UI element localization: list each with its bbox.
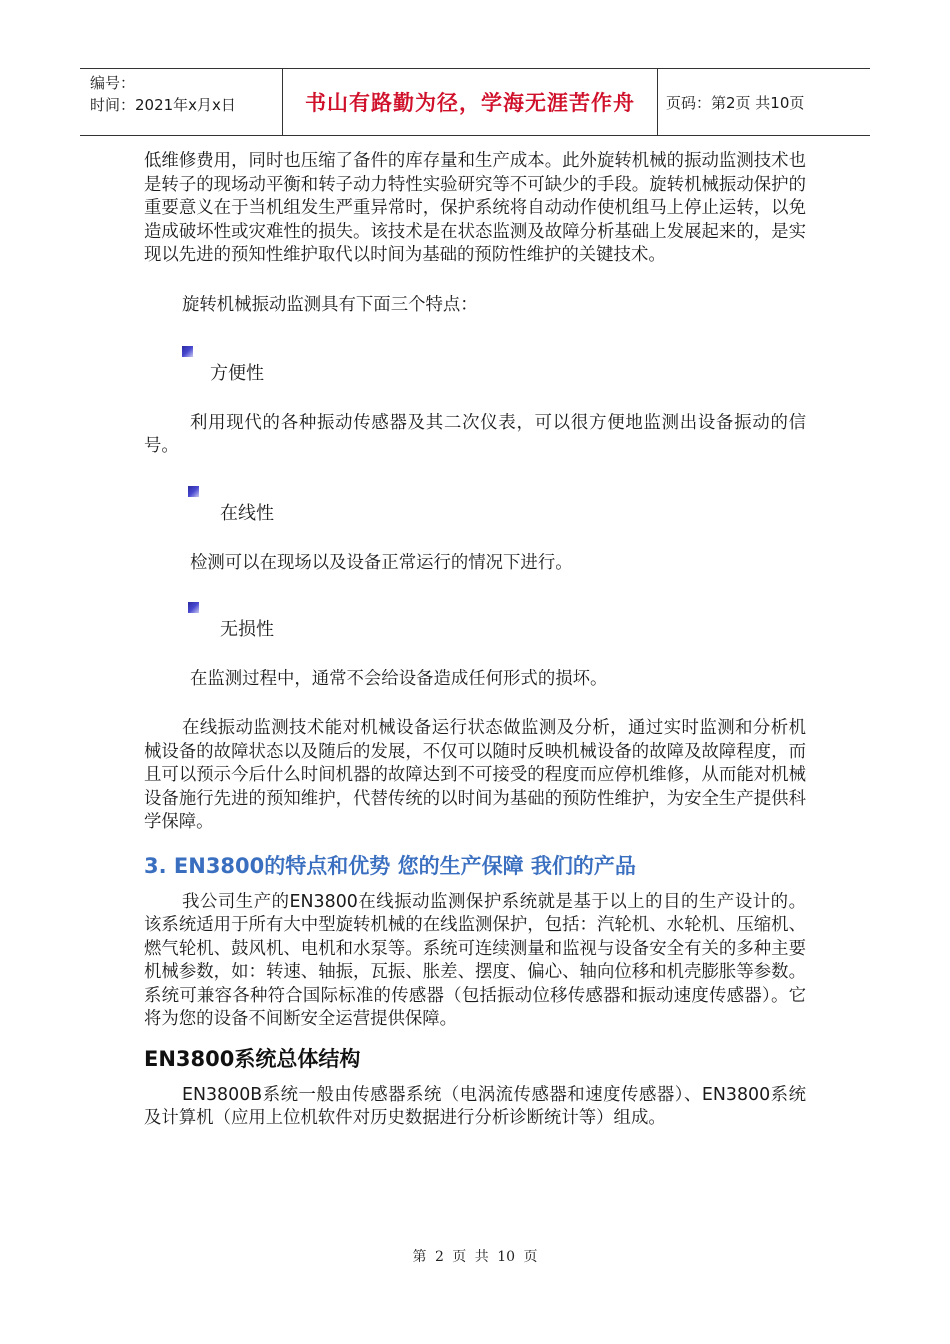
feature-title: 在线性 — [220, 502, 274, 524]
feature-title: 无损性 — [220, 619, 274, 641]
feature-item-nondestructive — [144, 598, 806, 646]
feature-item-online — [144, 482, 806, 530]
header-page-info: 页码：第2页 共10页 — [666, 93, 805, 112]
document-body — [144, 150, 806, 1131]
header-meta — [80, 69, 282, 135]
square-bullet-icon — [188, 602, 199, 613]
feature-desc: 检测可以在现场以及设备正常运行的情况下进行。 — [190, 552, 573, 573]
page-header — [80, 68, 870, 136]
feature-desc: 在监测过程中，通常不会给设备造成任何形式的损坏。 — [190, 669, 608, 690]
square-bullet-icon — [182, 346, 193, 357]
number-label: 编号： — [90, 74, 136, 92]
feature-title: 方便性 — [210, 362, 264, 384]
header-motto: 书山有路勤为径，学海无涯苦作舟 — [282, 69, 658, 135]
structure-paragraph: EN3800B系统一般由传感器系统（电涡流传感器和速度传感器）、EN3800系统及计算机（应用上位机软件对历史数据进行分析诊断统计等）组成。 — [144, 1084, 806, 1129]
section-heading: 3. EN3800的特点和优势 您的生产保障 我们的产品 — [144, 853, 636, 878]
structure-heading: EN3800系统总体结构 — [144, 1047, 361, 1072]
intro-paragraph: 低维修费用，同时也压缩了备件的库存量和生产成本。此外旋转机械的振动监测技术也是转子的现场动平衡和转子动力特性实验研究等不可缺少的手段。旋转机械振动保护的重要意义在于当机组发生严重异常时，保护系统将自动动作使机组马上停止运转，以免造成破坏性或灾难性的损失。该技术是在状态监测及故障分析基础上发展起来的，是实现以先进的预知性维护取代以时间为基础的预防性维护的关键技术。 — [144, 151, 806, 266]
time-label: 时间：2021年x月x日 — [90, 96, 236, 114]
square-bullet-icon — [188, 486, 199, 497]
features-intro: 旋转机械振动监测具有下面三个特点： — [182, 294, 478, 315]
page-footer: 第 2 页 共 10 页 — [412, 1249, 538, 1265]
feature-item-convenience — [144, 342, 806, 390]
online-monitoring-paragraph: 在线振动监测技术能对机械设备运行状态做监测及分析，通过实时监测和分析机械设备的故障状态以及随后的发展，不仅可以随时反映机械设备的故障及故障程度，而且可以预示今后什么时间机器的故障达到不可接受的程度而应停机维修，从而能对机械设备施行先进的预知维护，代替传统的以时间为基础的预防性维护，为安全生产提供科学保障。 — [144, 717, 806, 833]
section3-paragraph: 我公司生产的EN3800在线振动监测保护系统就是基于以上的目的生产设计的。该系统适用于所有大中型旋转机械的在线监测保护，包括：汽轮机、水轮机、压缩机、燃气轮机、鼓风机、电机和水泵等。系统可连续测量和监视与设备安全有关的多种主要机械参数，如：转速、轴振，瓦振、胀差、摆度、偏心、轴向位移和机壳膨胀等参数。系统可兼容各种符合国际标准的传感器（包括振动位移传感器和振动速度传感器）。它将为您的设备不间断安全运营提供保障。 — [144, 891, 806, 1030]
feature-desc: 利用现代的各种振动传感器及其二次仪表，可以很方便地监测出设备振动的信号。 — [144, 412, 806, 457]
